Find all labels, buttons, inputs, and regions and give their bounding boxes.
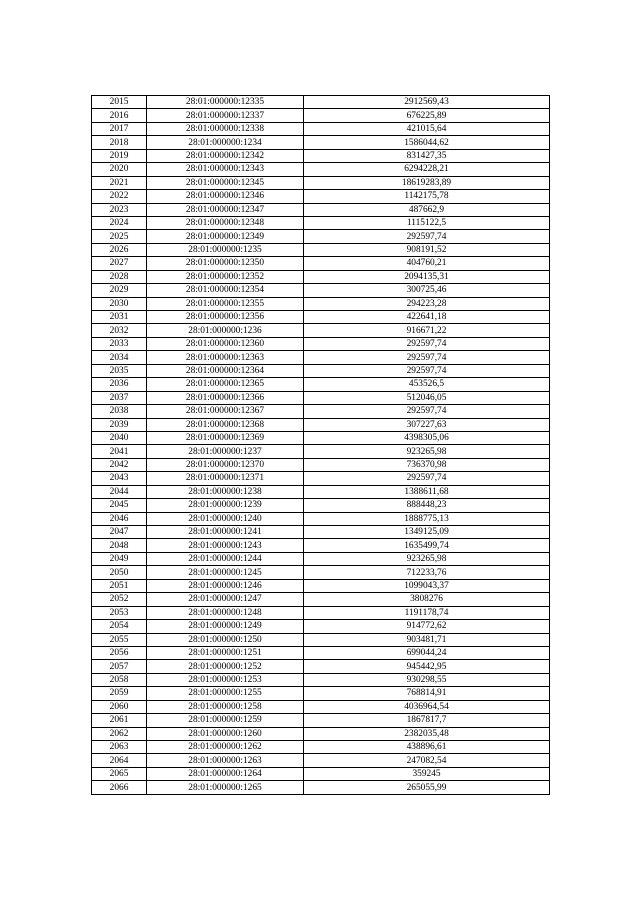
table-row	[92, 458, 550, 471]
cadastral-number-cell: 28:01:000000:1251	[147, 646, 304, 659]
value-cell: 453526,5	[304, 378, 550, 391]
cadastral-number-cell: 28:01:000000:12338	[147, 122, 304, 135]
table-row	[92, 539, 550, 552]
table-row	[92, 311, 550, 324]
table-row	[92, 96, 550, 109]
value-cell: 265055,99	[304, 781, 550, 794]
table-row	[92, 512, 550, 525]
value-cell: 768814,91	[304, 687, 550, 700]
table-row	[92, 431, 550, 444]
value-cell: 512046,05	[304, 391, 550, 404]
row-number-cell: 2043	[92, 472, 147, 485]
row-number-cell: 2057	[92, 660, 147, 673]
cadastral-number-cell: 28:01:000000:1240	[147, 512, 304, 525]
value-cell: 1635499,74	[304, 539, 550, 552]
value-cell: 930298,55	[304, 673, 550, 686]
value-cell: 903481,71	[304, 633, 550, 646]
cadastral-number-cell: 28:01:000000:12364	[147, 364, 304, 377]
cadastral-number-cell: 28:01:000000:12366	[147, 391, 304, 404]
row-number-cell: 2053	[92, 606, 147, 619]
table-row	[92, 109, 550, 122]
value-cell: 294223,28	[304, 297, 550, 310]
cadastral-number-cell: 28:01:000000:12345	[147, 176, 304, 189]
value-cell: 908191,52	[304, 243, 550, 256]
table-row	[92, 687, 550, 700]
row-number-cell: 2039	[92, 418, 147, 431]
cadastral-number-cell: 28:01:000000:1260	[147, 727, 304, 740]
row-number-cell: 2040	[92, 431, 147, 444]
table-row	[92, 284, 550, 297]
table-row	[92, 136, 550, 149]
value-cell: 438896,61	[304, 741, 550, 754]
row-number-cell: 2064	[92, 754, 147, 767]
cadastral-number-cell: 28:01:000000:1258	[147, 700, 304, 713]
table-row	[92, 741, 550, 754]
row-number-cell: 2066	[92, 781, 147, 794]
cadastral-number-cell: 28:01:000000:12363	[147, 351, 304, 364]
table-row	[92, 405, 550, 418]
table-row	[92, 418, 550, 431]
row-number-cell: 2062	[92, 727, 147, 740]
cadastral-number-cell: 28:01:000000:12355	[147, 297, 304, 310]
cadastral-number-cell: 28:01:000000:1264	[147, 767, 304, 780]
row-number-cell: 2022	[92, 190, 147, 203]
cadastral-number-cell: 28:01:000000:1250	[147, 633, 304, 646]
table-row	[92, 216, 550, 229]
row-number-cell: 2048	[92, 539, 147, 552]
value-cell: 18619283,89	[304, 176, 550, 189]
row-number-cell: 2033	[92, 337, 147, 350]
row-number-cell: 2065	[92, 767, 147, 780]
cadastral-number-cell: 28:01:000000:1262	[147, 741, 304, 754]
table-row	[92, 378, 550, 391]
cadastral-number-cell: 28:01:000000:12367	[147, 405, 304, 418]
row-number-cell: 2063	[92, 741, 147, 754]
cadastral-number-cell: 28:01:000000:1234	[147, 136, 304, 149]
table-row	[92, 499, 550, 512]
cadastral-number-cell: 28:01:000000:1243	[147, 539, 304, 552]
cadastral-number-cell: 28:01:000000:12350	[147, 257, 304, 270]
value-cell: 676225,89	[304, 109, 550, 122]
row-number-cell: 2027	[92, 257, 147, 270]
row-number-cell: 2030	[92, 297, 147, 310]
table-row	[92, 257, 550, 270]
table-row	[92, 391, 550, 404]
cadastral-number-cell: 28:01:000000:12349	[147, 230, 304, 243]
row-number-cell: 2045	[92, 499, 147, 512]
row-number-cell: 2024	[92, 216, 147, 229]
table-row	[92, 593, 550, 606]
table-row	[92, 485, 550, 498]
table-row	[92, 122, 550, 135]
table-row	[92, 606, 550, 619]
cadastral-value-table	[91, 95, 550, 795]
value-cell: 404760,21	[304, 257, 550, 270]
value-cell: 292597,74	[304, 472, 550, 485]
table-row	[92, 526, 550, 539]
value-cell: 359245	[304, 767, 550, 780]
table-row	[92, 351, 550, 364]
row-number-cell: 2017	[92, 122, 147, 135]
value-cell: 292597,74	[304, 364, 550, 377]
value-cell: 3808276	[304, 593, 550, 606]
cadastral-number-cell: 28:01:000000:1247	[147, 593, 304, 606]
cadastral-number-cell: 28:01:000000:12343	[147, 163, 304, 176]
row-number-cell: 2026	[92, 243, 147, 256]
value-cell: 888448,23	[304, 499, 550, 512]
table-row	[92, 230, 550, 243]
row-number-cell: 2035	[92, 364, 147, 377]
row-number-cell: 2038	[92, 405, 147, 418]
row-number-cell: 2020	[92, 163, 147, 176]
cadastral-number-cell: 28:01:000000:12348	[147, 216, 304, 229]
cadastral-number-cell: 28:01:000000:12356	[147, 311, 304, 324]
row-number-cell: 2036	[92, 378, 147, 391]
cadastral-number-cell: 28:01:000000:1241	[147, 526, 304, 539]
table-row	[92, 660, 550, 673]
value-cell: 923265,98	[304, 445, 550, 458]
row-number-cell: 2054	[92, 620, 147, 633]
row-number-cell: 2015	[92, 96, 147, 109]
table-row	[92, 673, 550, 686]
value-cell: 421015,64	[304, 122, 550, 135]
table-row	[92, 445, 550, 458]
row-number-cell: 2041	[92, 445, 147, 458]
cadastral-number-cell: 28:01:000000:12369	[147, 431, 304, 444]
table-row	[92, 754, 550, 767]
value-cell: 916671,22	[304, 324, 550, 337]
row-number-cell: 2046	[92, 512, 147, 525]
value-cell: 914772,62	[304, 620, 550, 633]
cadastral-number-cell: 28:01:000000:1245	[147, 566, 304, 579]
row-number-cell: 2056	[92, 646, 147, 659]
table-row	[92, 579, 550, 592]
row-number-cell: 2059	[92, 687, 147, 700]
row-number-cell: 2055	[92, 633, 147, 646]
value-cell: 247082,54	[304, 754, 550, 767]
value-cell: 712233,76	[304, 566, 550, 579]
table-row	[92, 633, 550, 646]
row-number-cell: 2037	[92, 391, 147, 404]
value-cell: 831427,35	[304, 149, 550, 162]
cadastral-number-cell: 28:01:000000:12354	[147, 284, 304, 297]
row-number-cell: 2021	[92, 176, 147, 189]
cadastral-number-cell: 28:01:000000:12368	[147, 418, 304, 431]
value-cell: 736370,98	[304, 458, 550, 471]
row-number-cell: 2032	[92, 324, 147, 337]
value-cell: 1142175,78	[304, 190, 550, 203]
row-number-cell: 2031	[92, 311, 147, 324]
value-cell: 2382035,48	[304, 727, 550, 740]
cadastral-number-cell: 28:01:000000:12347	[147, 203, 304, 216]
cadastral-number-cell: 28:01:000000:1237	[147, 445, 304, 458]
row-number-cell: 2061	[92, 714, 147, 727]
value-cell: 1099043,37	[304, 579, 550, 592]
cadastral-number-cell: 28:01:000000:1253	[147, 673, 304, 686]
value-cell: 487662,9	[304, 203, 550, 216]
value-cell: 2094135,31	[304, 270, 550, 283]
row-number-cell: 2047	[92, 526, 147, 539]
table-row	[92, 714, 550, 727]
cadastral-number-cell: 28:01:000000:1263	[147, 754, 304, 767]
value-cell: 1191178,74	[304, 606, 550, 619]
cadastral-number-cell: 28:01:000000:12370	[147, 458, 304, 471]
row-number-cell: 2049	[92, 552, 147, 565]
cadastral-number-cell: 28:01:000000:12365	[147, 378, 304, 391]
value-cell: 923265,98	[304, 552, 550, 565]
row-number-cell: 2028	[92, 270, 147, 283]
table-row	[92, 727, 550, 740]
table-row	[92, 190, 550, 203]
table-row	[92, 700, 550, 713]
value-cell: 6294228,21	[304, 163, 550, 176]
table-row	[92, 270, 550, 283]
cadastral-number-cell: 28:01:000000:1244	[147, 552, 304, 565]
table-row	[92, 243, 550, 256]
cadastral-number-cell: 28:01:000000:1252	[147, 660, 304, 673]
row-number-cell: 2051	[92, 579, 147, 592]
row-number-cell: 2050	[92, 566, 147, 579]
cadastral-number-cell: 28:01:000000:1246	[147, 579, 304, 592]
value-cell: 292597,74	[304, 337, 550, 350]
value-cell: 307227,63	[304, 418, 550, 431]
table-row	[92, 620, 550, 633]
cadastral-number-cell: 28:01:000000:12371	[147, 472, 304, 485]
row-number-cell: 2042	[92, 458, 147, 471]
value-cell: 1867817,7	[304, 714, 550, 727]
table-row	[92, 324, 550, 337]
table-row	[92, 552, 550, 565]
table-body	[92, 96, 550, 795]
cadastral-number-cell: 28:01:000000:1265	[147, 781, 304, 794]
table-row	[92, 364, 550, 377]
table-row	[92, 297, 550, 310]
table-row	[92, 781, 550, 794]
value-cell: 1888775,13	[304, 512, 550, 525]
table-row	[92, 646, 550, 659]
value-cell: 292597,74	[304, 230, 550, 243]
table-row	[92, 149, 550, 162]
value-cell: 292597,74	[304, 405, 550, 418]
cadastral-number-cell: 28:01:000000:12360	[147, 337, 304, 350]
value-cell: 699044,24	[304, 646, 550, 659]
value-cell: 1115122,5	[304, 216, 550, 229]
value-cell: 945442,95	[304, 660, 550, 673]
cadastral-number-cell: 28:01:000000:1236	[147, 324, 304, 337]
row-number-cell: 2019	[92, 149, 147, 162]
cadastral-number-cell: 28:01:000000:12337	[147, 109, 304, 122]
value-cell: 1349125,09	[304, 526, 550, 539]
cadastral-number-cell: 28:01:000000:1259	[147, 714, 304, 727]
cadastral-number-cell: 28:01:000000:12346	[147, 190, 304, 203]
value-cell: 2912569,43	[304, 96, 550, 109]
value-cell: 292597,74	[304, 351, 550, 364]
row-number-cell: 2034	[92, 351, 147, 364]
row-number-cell: 2025	[92, 230, 147, 243]
table-row	[92, 767, 550, 780]
cadastral-number-cell: 28:01:000000:12342	[147, 149, 304, 162]
row-number-cell: 2052	[92, 593, 147, 606]
table-row	[92, 472, 550, 485]
cadastral-number-cell: 28:01:000000:1235	[147, 243, 304, 256]
cadastral-number-cell: 28:01:000000:1248	[147, 606, 304, 619]
cadastral-number-cell: 28:01:000000:1239	[147, 499, 304, 512]
row-number-cell: 2058	[92, 673, 147, 686]
cadastral-number-cell: 28:01:000000:1255	[147, 687, 304, 700]
table-row	[92, 163, 550, 176]
row-number-cell: 2029	[92, 284, 147, 297]
row-number-cell: 2023	[92, 203, 147, 216]
value-cell: 422641,18	[304, 311, 550, 324]
value-cell: 1586044,62	[304, 136, 550, 149]
table-row	[92, 176, 550, 189]
row-number-cell: 2060	[92, 700, 147, 713]
value-cell: 1388611,68	[304, 485, 550, 498]
cadastral-number-cell: 28:01:000000:12352	[147, 270, 304, 283]
row-number-cell: 2016	[92, 109, 147, 122]
cadastral-number-cell: 28:01:000000:1249	[147, 620, 304, 633]
table-row	[92, 203, 550, 216]
value-cell: 300725,46	[304, 284, 550, 297]
cadastral-number-cell: 28:01:000000:12335	[147, 96, 304, 109]
row-number-cell: 2018	[92, 136, 147, 149]
value-cell: 4036964,54	[304, 700, 550, 713]
table-row	[92, 566, 550, 579]
table-row	[92, 337, 550, 350]
cadastral-number-cell: 28:01:000000:1238	[147, 485, 304, 498]
row-number-cell: 2044	[92, 485, 147, 498]
value-cell: 4398305,06	[304, 431, 550, 444]
